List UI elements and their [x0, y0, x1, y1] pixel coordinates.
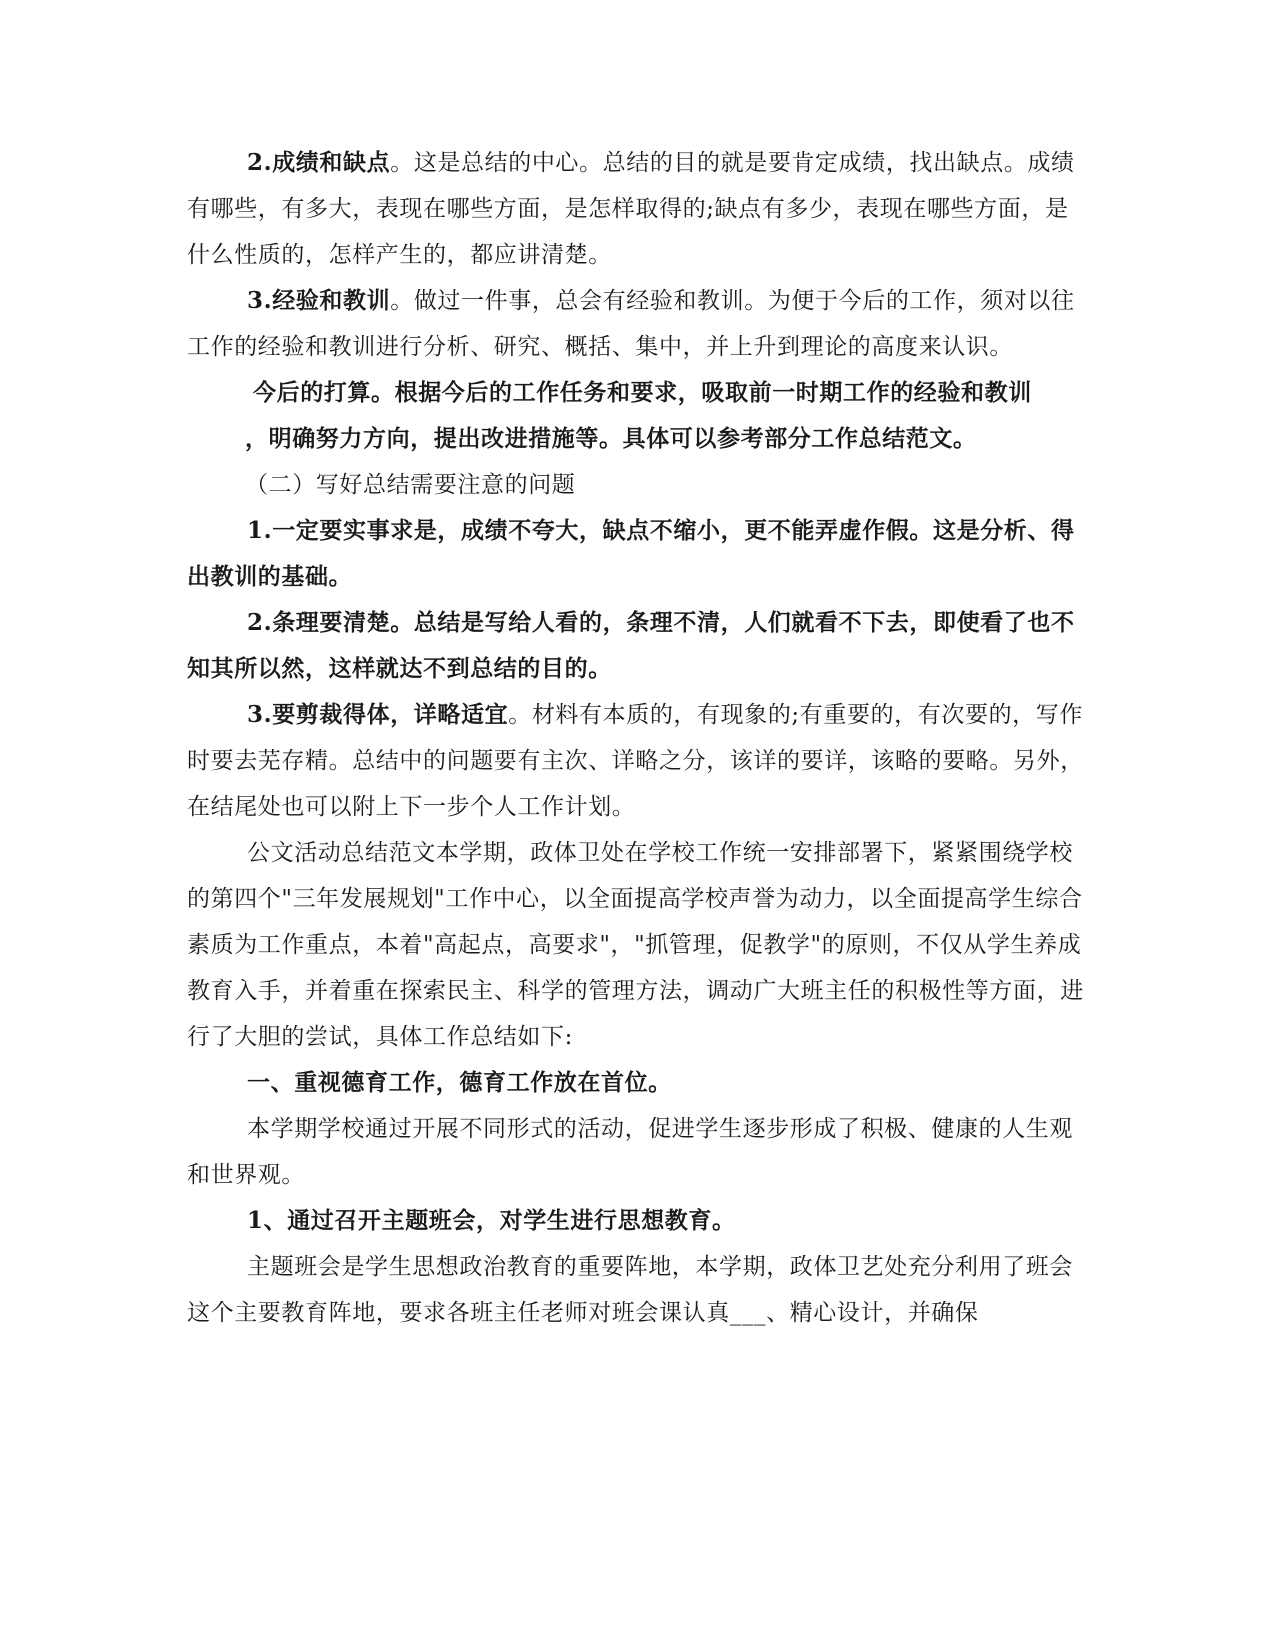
document-page	[187, 140, 1087, 1336]
section-heading-issues: （二）写好总结需要注意的问题	[245, 472, 576, 498]
plans-line-1: 今后的打算。根据今后的工作任务和要求，吸取前一时期工作的经验和教训	[253, 379, 1032, 406]
heading-experience: 3.经验和教训	[247, 287, 391, 314]
paragraph-experience	[187, 278, 1087, 370]
text-experience: 。做过一件事，总会有经验和教训。为便于今后的工作，须对以往工作的经验和教训进行分析、研究、概括、集中，并上升到理论的高度来认识。	[187, 288, 1075, 360]
text-achievements: 。这是总结的中心。总结的目的就是要肯定成绩，找出缺点。成绩有哪些，有多大，表现在哪些方面，是怎样取得的;缺点有多少，表现在哪些方面，是什么性质的，怎样产生的，都应讲清楚。	[187, 150, 1075, 268]
plans-line-2: ，明确努力方向，提出改进措施等。具体可以参考部分工作总结范文。	[245, 425, 977, 452]
heading-moral-education: 一、重视德育工作，德育工作放在首位。	[247, 1069, 672, 1096]
paragraph-class-meetings: 主题班会是学生思想政治教育的重要阵地，本学期，政体卫艺处充分利用了班会这个主要教育阵地，要求各班主任老师对班会课认真___、精心设计，并确保	[187, 1254, 1073, 1326]
paragraph-editing	[187, 692, 1087, 830]
paragraph-achievements	[187, 140, 1087, 278]
paragraph-clear-structure: 2.条理要清楚。总结是写给人看的，条理不清，人们就看不下去，即使看了也不知其所以然，这样就达不到总结的目的。	[187, 609, 1075, 682]
heading-achievements: 2.成绩和缺点	[247, 149, 391, 176]
text-editing: 。材料有本质的，有现象的;有重要的，有次要的，写作时要去芜存精。总结中的问题要有主次、详略之分，该详的要详，该略的要略。另外，在结尾处也可以附上下一步个人工作计划。	[187, 702, 1084, 820]
paragraph-plans	[187, 370, 1087, 462]
heading-editing: 3.要剪裁得体，详略适宜	[247, 701, 509, 728]
paragraph-truthful: 1.一定要实事求是，成绩不夸大，缺点不缩小，更不能弄虚作假。这是分析、得出教训的基础。	[187, 517, 1075, 590]
paragraph-sample-intro: 公文活动总结范文本学期，政体卫处在学校工作统一安排部署下，紧紧围绕学校的第四个"三年发展规划"工作中心，以全面提高学校声誉为动力，以全面提高学生综合素质为工作重点，本着"高起点，高要求"，"抓管理，促教学"的原则，不仅从学生养成教育入手，并着重在探索民主、科学的管理方法，调动广大班主任的积极性等方面，进行了大胆的尝试，具体工作总结如下:	[187, 840, 1084, 1050]
paragraph-activities: 本学期学校通过开展不同形式的活动，促进学生逐步形成了积极、健康的人生观和世界观。	[187, 1116, 1073, 1188]
heading-class-meetings: 1、通过召开主题班会，对学生进行思想教育。	[247, 1207, 736, 1234]
